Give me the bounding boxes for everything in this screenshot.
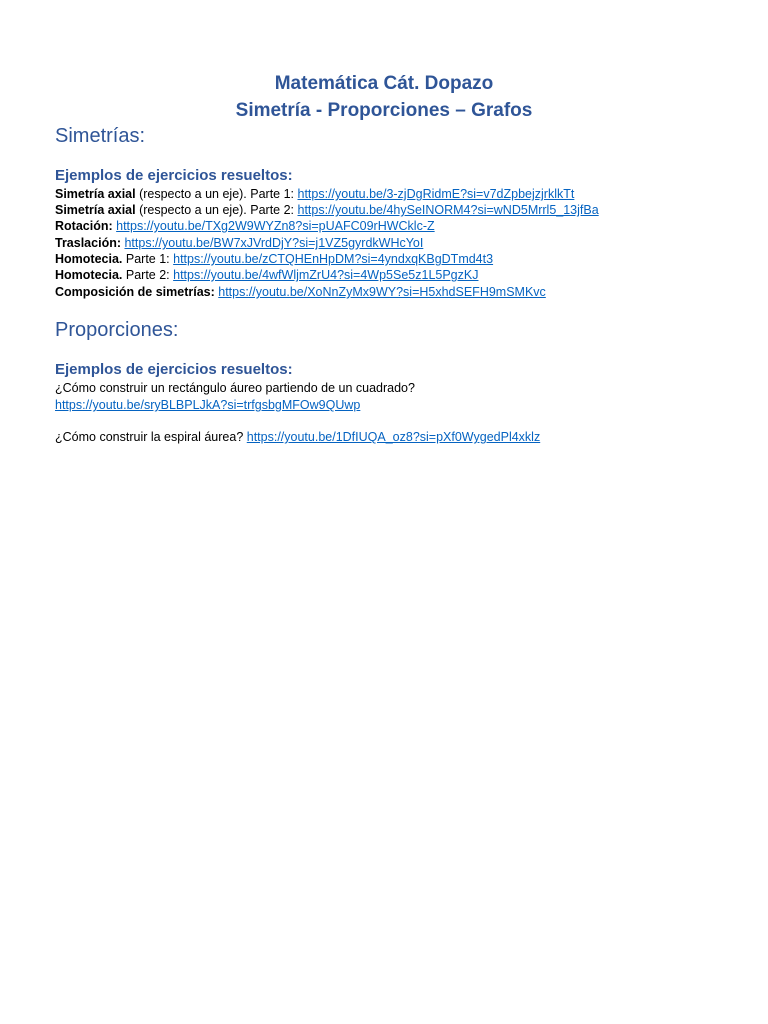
espiral-aurea-link[interactable]: https://youtu.be/1DfIUQA_oz8?si=pXf0WygedPl4xklz	[246, 430, 541, 444]
item-label: Homotecia.	[55, 252, 123, 266]
item-label: Rotación:	[55, 219, 113, 233]
homotecia-2-line	[55, 267, 478, 283]
espiral-aurea-question: ¿Cómo construir la espiral áurea?	[55, 430, 247, 444]
document-title	[0, 70, 768, 124]
item-label: Composición de simetrías:	[55, 285, 215, 299]
rectangulo-aureo-link[interactable]: https://youtu.be/sryBLBPLJkA?si=trfgsbgMFOw9QUwp	[55, 398, 361, 412]
simetria-axial-2-link[interactable]: https://youtu.be/4hySeINORM4?si=wND5Mrrl5_13jfBa	[297, 203, 599, 217]
item-label: Homotecia.	[55, 268, 123, 282]
traslacion-line	[55, 235, 423, 251]
proporciones-heading: Proporciones:	[55, 319, 179, 341]
item-label: Simetría axial	[55, 187, 136, 201]
composicion-line	[55, 284, 546, 300]
homotecia-1-link[interactable]: https://youtu.be/zCTQHEnHpDM?si=4yndxqKBgDTmd4t3	[173, 252, 494, 266]
espiral-aurea-line	[55, 429, 540, 445]
simetrias-subheading: Ejemplos de ejercicios resueltos:	[55, 167, 293, 184]
homotecia-2-link[interactable]: https://youtu.be/4wfWljmZrU4?si=4Wp5Se5z1L5PgzKJ	[173, 268, 479, 282]
homotecia-1-line	[55, 251, 493, 267]
item-label: Simetría axial	[55, 203, 136, 217]
rotacion-line	[55, 218, 435, 234]
title-line-2: Simetría - Proporciones – Grafos	[235, 100, 533, 121]
item-text: (respecto a un eje). Parte 2:	[135, 203, 298, 217]
simetria-axial-2-line	[55, 202, 599, 218]
composicion-link[interactable]: https://youtu.be/XoNnZyMx9WY?si=H5xhdSEFH9mSMKvc	[218, 285, 546, 299]
rotacion-link[interactable]: https://youtu.be/TXg2W9WYZn8?si=pUAFC09rHWCklc-Z	[116, 219, 435, 233]
proporciones-subheading: Ejemplos de ejercicios resueltos:	[55, 361, 293, 378]
rectangulo-aureo-question: ¿Cómo construir un rectángulo áureo partiendo de un cuadrado?	[55, 381, 415, 395]
item-text: Parte 2:	[122, 268, 174, 282]
item-label: Traslación:	[55, 236, 121, 250]
simetrias-heading: Simetrías:	[55, 125, 146, 147]
item-text: (respecto a un eje). Parte 1:	[135, 187, 298, 201]
rectangulo-aureo-line	[55, 397, 360, 413]
simetria-axial-1-link[interactable]: https://youtu.be/3-zjDgRidmE?si=v7dZpbejzjrklkTt	[297, 187, 575, 201]
simetria-axial-1-line	[55, 186, 574, 202]
traslacion-link[interactable]: https://youtu.be/BW7xJVrdDjY?si=j1VZ5gyrdkWHcYoI	[124, 236, 424, 250]
item-text: Parte 1:	[122, 252, 174, 266]
title-line-1: Matemática Cát. Dopazo	[274, 73, 494, 94]
